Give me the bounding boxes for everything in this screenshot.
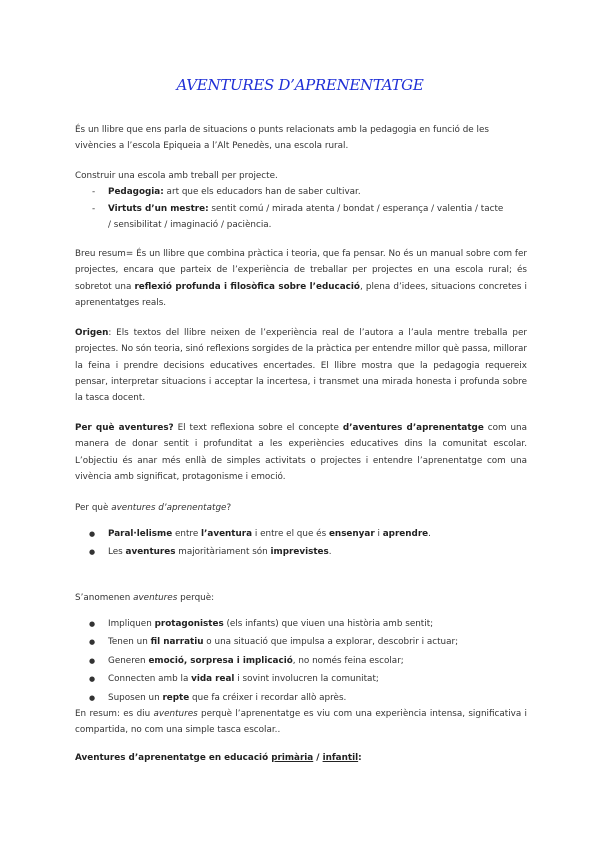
anomenen-end: perquè: <box>177 593 215 603</box>
final-text: Aventures d’aprenentatge en educació <box>75 753 272 763</box>
breu-text-end: , plena d’idees, situacions concretes i aprenentatges reals. <box>75 281 527 308</box>
text-run: Suposen un <box>108 692 163 703</box>
bold-run: aventures <box>125 547 176 558</box>
text-run: que fa créixer i recordar allò après. <box>189 692 347 703</box>
bullet-marker: ● <box>89 638 96 647</box>
bold-run: emoció, sorpresa i implicació <box>148 655 293 666</box>
text-run: Tenen un <box>108 637 151 648</box>
term-text: art que els educadors han de saber cultivar. <box>163 187 361 198</box>
resum-paragraph <box>75 706 527 739</box>
bullet-marker: ● <box>89 656 96 665</box>
anomenen-paragraph <box>75 590 527 606</box>
text-run: entre <box>172 529 202 539</box>
list-item <box>75 634 527 650</box>
document-title: AVENTURES D’APRENENTATGE <box>176 76 424 94</box>
breu-bold: reflexió profunda i filosòfica sobre l’educació <box>134 281 360 292</box>
bold-run: l’aventura <box>201 529 253 539</box>
bold-run: fil narratiu <box>150 637 204 648</box>
bullet-list <box>75 526 527 561</box>
intro-line: És un llibre que ens parla de situacions o punts relacionats amb la pedagogia en funció de les <box>75 125 489 135</box>
resum-text: En resum: es diu <box>75 709 154 719</box>
intro-paragraph <box>75 122 527 155</box>
question-text: Per què <box>75 503 112 513</box>
question-italic: aventures d’aprenentatge <box>111 503 227 513</box>
construir-section <box>75 168 527 233</box>
final-separator: / <box>313 753 323 763</box>
text-run: Generen <box>108 655 149 666</box>
bold-run: Paral·lelisme <box>108 529 173 539</box>
per-que-text: El text reflexiona sobre el concepte <box>173 423 343 433</box>
dash-marker: - <box>92 203 96 214</box>
bullet-marker: ● <box>89 675 96 684</box>
term-label: Pedagogia: <box>108 187 164 198</box>
text-run: (els infants) que viuen una història amb sentit; <box>223 619 434 629</box>
dash-marker: - <box>92 187 96 198</box>
paralelisme-section <box>75 526 527 563</box>
per-que-paragraph <box>75 420 527 485</box>
resum-end: perquè l’aprenentatge es viu com una experiència intensa, significativa i compartida, no com una simple tasca escolar.. <box>75 709 527 736</box>
per-que-text-end: com una manera de donar sentit i profunditat a les experiències educatives dins la comunitat escolar. L’objectiu és anar més enllà de simples activitats o projectes i entendre l’aprenentatge com una vivència amb significat, protagonisme i emoció. <box>75 423 527 482</box>
text-run: i entre el que és <box>252 529 329 539</box>
question-end: ? <box>226 503 232 513</box>
list-item <box>75 653 527 669</box>
bold-run: vida real <box>191 674 235 685</box>
per-que-label: Per què aventures? <box>75 423 174 433</box>
text-run: majoritàriament són <box>175 547 271 558</box>
construir-heading: Construir una escola amb treball per projecte. <box>75 171 278 181</box>
final-heading <box>75 750 527 766</box>
list-item <box>75 201 527 234</box>
list-item <box>75 526 527 542</box>
list-item <box>75 671 527 687</box>
resum-italic: aventures <box>153 709 198 719</box>
text-run: o una situació que impulsa a explorar, descobrir i actuar; <box>203 637 459 648</box>
origen-paragraph <box>75 325 527 406</box>
text-run: Les <box>108 547 126 558</box>
text-run: i sovint involucren la comunitat; <box>234 674 379 685</box>
bold-run: imprevistes <box>270 547 329 558</box>
term-label: Virtuts d’un mestre: <box>108 203 209 214</box>
final-colon: : <box>358 753 362 763</box>
primaria-link: primària <box>271 753 314 763</box>
list-item <box>75 690 527 706</box>
bullet-marker: ● <box>89 548 96 557</box>
list-item <box>75 544 527 560</box>
anomenen-text: S’anomenen <box>75 593 134 603</box>
list-item <box>75 184 527 200</box>
breu-text: Breu resum= És un llibre que combina pràctica i teoria, que fa pensar. No és un manual sobre com fer projectes, encara que parteix de l’experiència de treballar per projectes en una escola rural; és sobretot una <box>75 249 527 292</box>
term-text-continued: / sensibilitat / imaginació / paciència. <box>108 219 272 230</box>
breu-resum-paragraph <box>75 246 527 311</box>
term-text: sentit comú / mirada atenta / bondat / esperança / valentia / tacte <box>208 203 504 214</box>
intro-line: vivències a l’escola Epiqueia a l’Alt Penedès, una escola rural. <box>75 141 349 152</box>
text-run: . <box>428 529 431 539</box>
bullet-marker: ● <box>89 693 96 702</box>
bullet-list <box>75 616 527 706</box>
text-run: . <box>328 547 332 558</box>
text-run: Impliquen <box>108 619 155 629</box>
text-run: i <box>374 529 383 539</box>
anomenen-italic: aventures <box>133 593 178 603</box>
construir-list <box>75 184 527 233</box>
anomenen-section <box>75 616 527 708</box>
text-run: , no només feina escolar; <box>292 655 404 666</box>
bullet-marker: ● <box>89 620 96 628</box>
bullet-marker: ● <box>89 530 96 538</box>
bold-run: repte <box>162 692 190 703</box>
bold-run: aprendre <box>382 529 429 539</box>
question-paragraph <box>75 500 527 516</box>
bold-run: ensenyar <box>328 529 375 539</box>
origen-text: : Els textos del llibre neixen de l’experiència real de l’autora a l’aula mentre treballa per projectes. No són teoria, sinó reflexions sorgides de la pràctica per entendre millor què passa, millorar la feina i prendre decisions educatives encertades. El llibre mostra que la pedagogia requereix pensar, interpretar situacions i acceptar la incertesa, i transmet una mirada honesta i profunda sobre la tasca docent. <box>75 328 527 404</box>
list-item <box>75 616 527 632</box>
per-que-bold: d’aventures d’aprenentatge <box>342 423 484 433</box>
infantil-link: infantil <box>322 753 359 763</box>
origen-label: Origen <box>75 328 109 338</box>
text-run: Connecten amb la <box>108 674 192 685</box>
bold-run: protagonistes <box>154 619 224 629</box>
